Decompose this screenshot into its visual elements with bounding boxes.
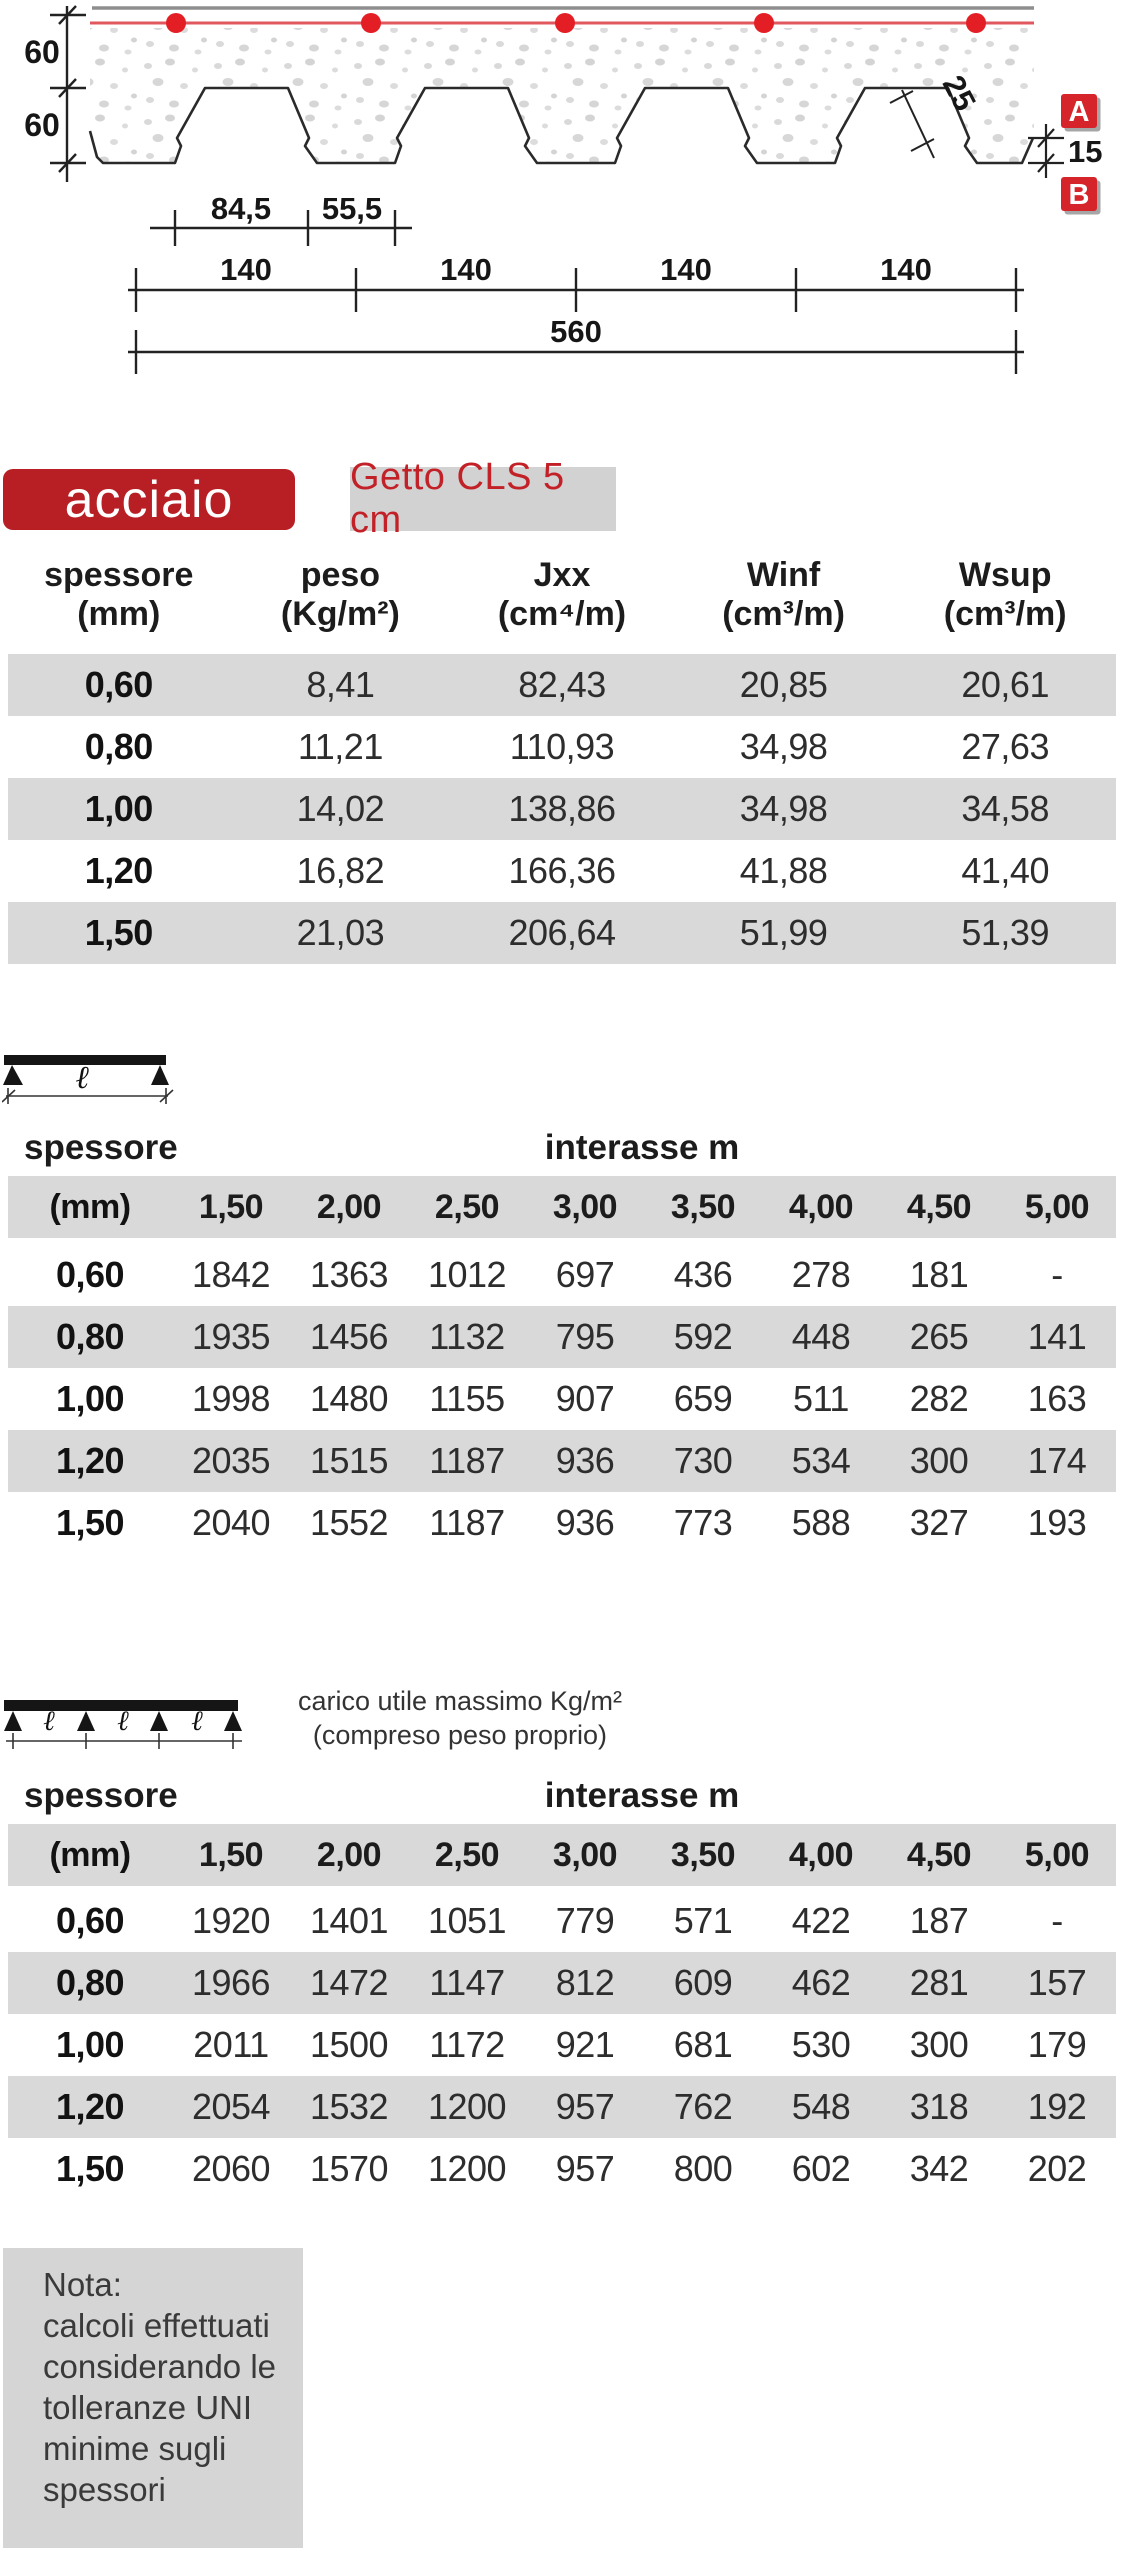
cell: 2011 <box>193 2024 269 2065</box>
cell: 27,63 <box>961 726 1049 767</box>
table-row <box>8 1368 1116 1430</box>
table-row <box>8 654 1116 716</box>
cell: 730 <box>673 1440 733 1481</box>
max-load-caption-line1: carico utile massimo Kg/m² <box>297 1686 623 1716</box>
cell: 14,02 <box>296 788 385 829</box>
cell: 1200 <box>427 2148 507 2189</box>
concrete-fill <box>90 28 1034 163</box>
col-axis-label: interasse m <box>544 1776 740 1815</box>
cell: 193 <box>1027 1502 1087 1543</box>
cell: 762 <box>673 2086 733 2127</box>
cell: 4,00 <box>788 1187 854 1226</box>
cell: - <box>1051 1254 1063 1295</box>
svg-text:A: A <box>1068 96 1090 128</box>
cell: 138,86 <box>508 788 616 829</box>
dim-60-top: 60 <box>24 34 60 70</box>
cell: 51,99 <box>739 912 828 953</box>
cell: 34,98 <box>739 726 828 767</box>
row-axis-label: spessore <box>24 1128 178 1167</box>
note-box <box>3 2248 303 2548</box>
cell: 2040 <box>191 1502 271 1543</box>
cell: - <box>1051 1900 1063 1941</box>
cell: 1051 <box>427 1900 507 1941</box>
cell: 300 <box>909 2024 969 2065</box>
cell: 11,21 <box>297 726 383 767</box>
cell: 462 <box>791 1962 851 2003</box>
cell: 1500 <box>309 2024 389 2065</box>
cell: 1842 <box>191 1254 271 1295</box>
cell: 0,80 <box>55 1316 125 1357</box>
dim-15: 15 <box>1068 134 1103 169</box>
cell: 1,20 <box>84 850 153 891</box>
cell: 1155 <box>429 1378 505 1419</box>
cell: 110,93 <box>509 726 615 767</box>
table3-axis-labels <box>8 1776 1116 1816</box>
cell: 281 <box>909 1962 969 2003</box>
dim-140-1: 140 <box>220 252 272 287</box>
cell: 1363 <box>309 1254 389 1295</box>
web-dimension <box>890 90 934 158</box>
table2-axis-labels <box>8 1128 1116 1168</box>
cell: 936 <box>555 1502 615 1543</box>
table-header-row <box>8 1824 1116 1886</box>
cell: 3,50 <box>670 1187 736 1226</box>
cell: 921 <box>555 2024 615 2065</box>
dim-140-2: 140 <box>440 252 492 287</box>
cell: 422 <box>791 1900 851 1941</box>
cell: 436 <box>673 1254 733 1295</box>
cell: 4,50 <box>906 1835 972 1874</box>
cell: (mm) <box>49 1835 131 1874</box>
column-header: Wsup (cm³/m) <box>943 556 1067 633</box>
table-row <box>8 2138 1116 2200</box>
table-row <box>8 1244 1116 1306</box>
cell: 800 <box>673 2148 733 2189</box>
height-dimension <box>50 6 86 182</box>
dim-60-bottom: 60 <box>24 107 60 143</box>
cell: 548 <box>791 2086 851 2127</box>
cell: 41,40 <box>961 850 1049 891</box>
cell: 2,50 <box>434 1187 500 1226</box>
beam-single-span-icon <box>2 1044 182 1106</box>
cell: 3,00 <box>552 1187 618 1226</box>
table-row <box>8 2014 1116 2076</box>
span-label: ℓ <box>43 1704 55 1737</box>
cell: 1515 <box>309 1440 389 1481</box>
cell: 282 <box>909 1378 969 1419</box>
cell: 0,60 <box>55 1254 125 1295</box>
table-row <box>8 1430 1116 1492</box>
detail-marker-a <box>1061 94 1101 132</box>
cell: 51,39 <box>961 912 1049 953</box>
cell: 0,80 <box>55 1962 125 2003</box>
cell: 530 <box>791 2024 851 2065</box>
deck-profile-drawing <box>0 0 1124 412</box>
cell: 659 <box>673 1378 733 1419</box>
cell: 157 <box>1027 1962 1087 2003</box>
cell: 166,36 <box>508 850 616 891</box>
cell: 1012 <box>427 1254 507 1295</box>
cell: 1172 <box>429 2024 505 2065</box>
cell: 300 <box>909 1440 969 1481</box>
svg-text:B: B <box>1068 179 1090 211</box>
cell: 4,00 <box>788 1835 854 1874</box>
column-header: spessore (mm) <box>44 556 194 633</box>
cell: 1132 <box>429 1316 505 1357</box>
cell: 174 <box>1027 1440 1087 1481</box>
cell: 1,20 <box>55 1440 125 1481</box>
max-load-caption-line2: (compreso peso proprio) <box>312 1720 608 1750</box>
cell: 8,41 <box>306 664 375 705</box>
dim-84-5: 84,5 <box>210 191 272 226</box>
cast-badge <box>350 456 616 541</box>
cell: 1,50 <box>84 912 153 953</box>
cell: 3,00 <box>552 1835 618 1874</box>
cell: 1456 <box>309 1316 389 1357</box>
column-header: Winf (cm³/m) <box>722 556 845 633</box>
cell: 318 <box>909 2086 969 2127</box>
dim-140-3: 140 <box>660 252 712 287</box>
cell: 202 <box>1027 2148 1087 2189</box>
cast-badge-label: Getto CLS 5 cm <box>350 456 565 541</box>
cell: 1472 <box>309 1962 389 2003</box>
cell: 1187 <box>429 1502 505 1543</box>
row-axis-label: spessore <box>24 1776 178 1815</box>
span-label: ℓ <box>117 1704 129 1737</box>
dim-25: 25 <box>935 69 983 117</box>
table-row <box>8 902 1116 964</box>
cell: 448 <box>791 1316 851 1357</box>
cell: 812 <box>555 1962 615 2003</box>
cell: 681 <box>673 2024 733 2065</box>
cell: 936 <box>555 1440 615 1481</box>
cell: 3,50 <box>670 1835 736 1874</box>
cell: 20,85 <box>739 664 828 705</box>
cell: 1935 <box>191 1316 271 1357</box>
cell: 1998 <box>191 1378 271 1419</box>
cell: 2,50 <box>434 1835 500 1874</box>
table-row <box>8 1890 1116 1952</box>
cell: 1,20 <box>55 2086 125 2127</box>
col-axis-label: interasse m <box>544 1128 740 1167</box>
dim-140-4: 140 <box>880 252 932 287</box>
table-header-row <box>8 1176 1116 1238</box>
cell: 907 <box>555 1378 615 1419</box>
table-row <box>8 1306 1116 1368</box>
cell: 141 <box>1027 1316 1087 1357</box>
cell: 34,98 <box>739 788 828 829</box>
cell: 773 <box>673 1502 733 1543</box>
beam-multi-span-icon <box>2 1688 252 1750</box>
note-line: calcoli effettuati <box>43 2307 270 2344</box>
cell: 41,88 <box>739 850 828 891</box>
cell: 1552 <box>309 1502 389 1543</box>
cell: 1920 <box>191 1900 271 1941</box>
column-header: Jxx (cm⁴/m) <box>497 556 627 633</box>
cell: 2,00 <box>316 1835 382 1874</box>
cell: 957 <box>555 2086 615 2127</box>
cell: 21,03 <box>296 912 385 953</box>
cell: 163 <box>1027 1378 1087 1419</box>
cell: 779 <box>555 1900 615 1941</box>
table-row <box>8 1492 1116 1554</box>
note-line: Nota: <box>43 2266 122 2303</box>
dim-55-5: 55,5 <box>321 191 383 226</box>
cell: 192 <box>1027 2086 1087 2127</box>
cell: 511 <box>793 1378 849 1419</box>
cell: 2054 <box>191 2086 271 2127</box>
table-row <box>8 840 1116 902</box>
cell: 82,43 <box>518 664 606 705</box>
span-label: ℓ <box>75 1058 89 1096</box>
cell: 1570 <box>309 2148 389 2189</box>
cell: 609 <box>673 1962 733 2003</box>
cell: 342 <box>909 2148 969 2189</box>
max-load-caption <box>295 1684 625 1752</box>
cell: 0,60 <box>84 664 153 705</box>
cell: 957 <box>555 2148 615 2189</box>
cell: 206,64 <box>508 912 616 953</box>
cell: 2,00 <box>316 1187 382 1226</box>
cell: 2060 <box>191 2148 271 2189</box>
cell: 265 <box>909 1316 969 1357</box>
cell: 795 <box>555 1316 615 1357</box>
cell: 602 <box>791 2148 851 2189</box>
span-label: ℓ <box>191 1704 203 1737</box>
cell: 1480 <box>309 1378 389 1419</box>
cell: 1,50 <box>55 1502 125 1543</box>
cell: 327 <box>909 1502 969 1543</box>
note-line: minime sugli <box>43 2430 227 2467</box>
note-line: considerando le <box>43 2348 276 2385</box>
detail-marker-b <box>1061 177 1101 215</box>
cell: 20,61 <box>961 664 1049 705</box>
section-properties-header <box>8 556 1116 634</box>
cell: 1401 <box>309 1900 389 1941</box>
material-badge <box>3 469 295 530</box>
cell: 1,00 <box>55 2024 125 2065</box>
cell: 5,00 <box>1024 1835 1090 1874</box>
cell: 4,50 <box>906 1187 972 1226</box>
cell: 534 <box>791 1440 851 1481</box>
cell: 1147 <box>429 1962 505 2003</box>
table-row <box>8 778 1116 840</box>
table-row <box>8 1952 1116 2014</box>
cell: 1200 <box>427 2086 507 2127</box>
cell: 179 <box>1027 2024 1087 2065</box>
cell: 1,00 <box>84 788 153 829</box>
cell: 1,00 <box>55 1378 125 1419</box>
cell: 181 <box>909 1254 969 1295</box>
cell: 187 <box>909 1900 969 1941</box>
cell: 1187 <box>429 1440 505 1481</box>
cell: 1,50 <box>55 2148 125 2189</box>
cell: 278 <box>791 1254 851 1295</box>
cell: 1,50 <box>198 1187 264 1226</box>
note-line: tolleranze UNI <box>43 2389 253 2426</box>
cell: (mm) <box>49 1187 131 1226</box>
table-row <box>8 2076 1116 2138</box>
cell: 1966 <box>191 1962 271 2003</box>
cell: 697 <box>555 1254 615 1295</box>
table-row <box>8 716 1116 778</box>
note-line: spessori <box>43 2471 166 2508</box>
cell: 2035 <box>191 1440 271 1481</box>
cell: 592 <box>673 1316 733 1357</box>
dim-560: 560 <box>550 314 602 349</box>
cell: 1,50 <box>198 1835 264 1874</box>
cell: 34,58 <box>961 788 1049 829</box>
cell: 588 <box>791 1502 851 1543</box>
cell: 16,82 <box>296 850 385 891</box>
cell: 1532 <box>309 2086 389 2127</box>
cell: 0,60 <box>55 1900 125 1941</box>
material-badge-label: acciaio <box>64 470 234 529</box>
cell: 5,00 <box>1024 1187 1090 1226</box>
cell: 0,80 <box>84 726 153 767</box>
column-header: peso (Kg/m²) <box>280 556 400 633</box>
cell: 571 <box>673 1900 733 1941</box>
